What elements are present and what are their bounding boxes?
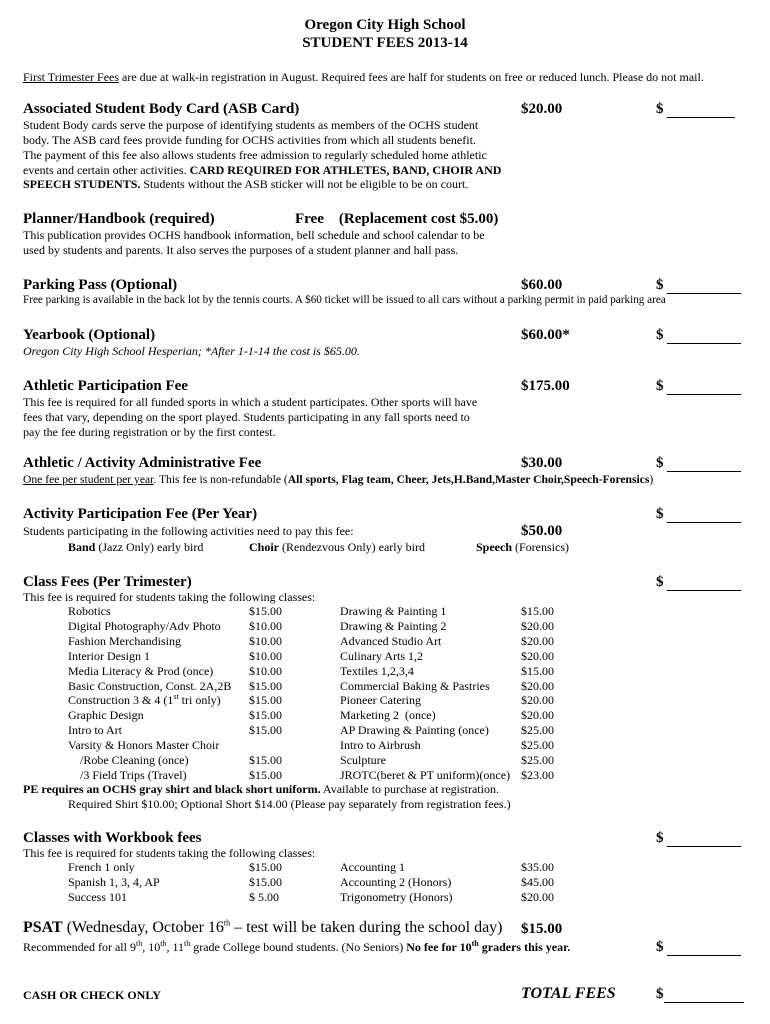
parking-amount-field[interactable] — [656, 276, 741, 294]
fee-item-name: Basic Construction, Const. 2A,2B — [68, 678, 232, 693]
asb-line-4a: events and certain other activities. — [23, 163, 190, 177]
admin-close: ) — [649, 473, 654, 486]
fee-item-price: $15.00 — [249, 860, 282, 874]
classfees-amount-field[interactable] — [656, 573, 741, 591]
dollar-sign: $ — [656, 378, 664, 394]
fee-item-price: $20.00 — [521, 708, 554, 723]
fee-item-name: Sculpture — [340, 753, 386, 767]
admin-bold: All sports, Flag team, Cheer, Jets,H.Band,Master Choir,Speech-Forensics — [287, 473, 650, 486]
yearbook-title: Yearbook (Optional) — [23, 327, 156, 343]
activity-line: Students participating in the following activities need to pay this fee: — [23, 524, 354, 538]
admin-price: $30.00 — [521, 455, 563, 471]
dollar-sign: $ — [656, 277, 664, 293]
asb-price: $20.00 — [521, 101, 563, 117]
yearbook-line: Oregon City High School Hesperian; *After 1-1-14 the cost is $65.00. — [23, 344, 360, 358]
dollar-sign: $ — [656, 327, 664, 343]
fee-item-price: $10.00 — [249, 633, 282, 648]
athletic-amount-field[interactable] — [656, 377, 741, 395]
fee-item-name: Graphic Design — [68, 708, 144, 723]
psat-line-d: grade College bound students. (No Seniors) — [190, 940, 407, 954]
pe-note — [23, 782, 499, 797]
asb-line-3: The payment of this fee also allows students free admission to regularly scheduled home athletic — [23, 148, 487, 162]
fee-item-name: AP Drawing & Painting (once) — [340, 723, 489, 738]
dollar-sign: $ — [656, 986, 664, 1002]
activity-amount-field[interactable] — [656, 505, 741, 523]
parking-blank[interactable] — [667, 279, 741, 294]
parking-line: Free parking is available in the back lot by the tennis courts. A $60 ticket will be issued to all cars without a parking permit in paid parking area — [23, 294, 666, 306]
fee-item-name: Accounting 2 (Honors) — [340, 874, 452, 889]
fee-item-price: $15.00 — [249, 767, 282, 782]
activity-item-speech-name: Speech — [476, 540, 512, 554]
classfees-blank[interactable] — [667, 576, 741, 591]
dollar-sign: $ — [656, 574, 664, 590]
fee-item-name: /3 Field Trips (Travel) — [68, 767, 187, 782]
dollar-sign: $ — [656, 830, 664, 846]
psat-sup-10: th — [160, 939, 167, 948]
fee-item-name: /Robe Cleaning (once) — [68, 753, 189, 767]
fee-item-name: Success 101 — [68, 889, 127, 904]
athletic-blank[interactable] — [667, 380, 741, 395]
fee-item-name: French 1 only — [68, 860, 135, 874]
fee-item-name: Intro to Airbrush — [340, 738, 421, 753]
fee-item-price: $20.00 — [521, 693, 554, 708]
dollar-sign: $ — [656, 455, 664, 471]
fee-item-price: $15.00 — [249, 678, 282, 693]
yearbook-amount-field[interactable] — [656, 326, 741, 344]
psat-title-label: PSAT — [23, 919, 63, 936]
dollar-sign: $ — [656, 101, 664, 117]
total-amount-field[interactable] — [656, 985, 744, 1003]
activity-blank[interactable] — [667, 508, 741, 523]
yearbook-price: $60.00* — [521, 327, 570, 343]
asb-line-4b: CARD REQUIRED FOR ATHLETES, BAND, CHOIR AND — [189, 163, 502, 177]
fee-item-price: $20.00 — [521, 633, 554, 648]
parking-title: Parking Pass (Optional) — [23, 277, 178, 293]
fee-item-name: Varsity & Honors Master Choir — [68, 738, 220, 753]
total-blank[interactable] — [664, 988, 744, 1003]
fee-item-name: Spanish 1, 3, 4, AP — [68, 874, 160, 889]
athletic-price: $175.00 — [521, 378, 570, 394]
first-trimester-fees-link: First Trimester Fees — [23, 70, 120, 84]
asb-line-5a: SPEECH STUDENTS. — [23, 177, 141, 191]
fee-item-price: $10.00 — [249, 648, 282, 663]
ordinal-sup: st — [173, 692, 179, 702]
psat-line-a: Recommended for all 9 — [23, 940, 136, 954]
psat-bold-a: No fee for 10 — [406, 940, 472, 954]
psat-sup-9: th — [135, 939, 143, 948]
fee-item-price: $15.00 — [249, 708, 282, 723]
fee-item-price: $20.00 — [521, 618, 554, 633]
fee-item-price: $15.00 — [249, 693, 282, 708]
asb-line-5b: Students without the ASB sticker will not be eligible to be on court. — [140, 177, 469, 191]
fee-item-price: $15.00 — [521, 604, 554, 618]
activity-item-band-name: Band — [68, 540, 96, 554]
fee-item-price: $10.00 — [249, 618, 282, 633]
fee-item-name: Construction 3 & 4 (1st tri only) — [68, 692, 221, 708]
activity-item-choir-detail: (Rendezvous Only) early bird — [279, 540, 425, 554]
fee-item-name: Robotics — [68, 604, 111, 618]
admin-line — [23, 472, 653, 487]
fee-item-name: Textiles 1,2,3,4 — [340, 663, 414, 678]
psat-bold-b: graders this year. — [478, 940, 571, 954]
parking-price: $60.00 — [521, 277, 563, 293]
fee-item-price: $35.00 — [521, 860, 554, 874]
planner-title: Planner/Handbook (required) — [23, 211, 215, 227]
fee-item-price: $25.00 — [521, 753, 554, 767]
asb-blank[interactable] — [667, 103, 735, 118]
activity-price: $50.00 — [521, 523, 563, 539]
planner-line-2: used by students and parents. It also serves the purposes of a student planner and hall pass. — [23, 243, 459, 257]
total-fees-label: TOTAL FEES — [521, 985, 616, 1002]
fee-item-name: Digital Photography/Adv Photo — [68, 618, 221, 633]
asb-line-5 — [23, 177, 468, 192]
fee-item-price: $25.00 — [521, 723, 554, 738]
asb-amount-field[interactable] — [656, 100, 735, 118]
fee-item-price: $25.00 — [521, 738, 554, 753]
fee-item-name: Accounting 1 — [340, 860, 405, 874]
fee-item-name: Culinary Arts 1,2 — [340, 648, 423, 663]
fee-item-price: $15.00 — [249, 874, 282, 889]
cash-or-check: CASH OR CHECK ONLY — [23, 988, 161, 1002]
fee-item-name: Drawing & Painting 1 — [340, 604, 447, 618]
admin-amount-field[interactable] — [656, 454, 741, 472]
activity-item-choir-name: Choir — [249, 540, 279, 554]
fee-item-name: Interior Design 1 — [68, 648, 150, 663]
planner-line-1: This publication provides OCHS handbook information, bell schedule and school calendar to be — [23, 228, 485, 242]
admin-title: Athletic / Activity Administrative Fee — [23, 455, 262, 471]
fee-item-name: Media Literacy & Prod (once) — [68, 663, 214, 678]
fee-item-price: $15.00 — [521, 663, 554, 678]
intro-body: are due at walk-in registration in August. Required fees are half for students on free or reduced lunch. Please do not mail. — [119, 70, 704, 84]
pe-note-bold: PE requires an OCHS gray shirt and black short uniform. — [23, 782, 321, 796]
classfees-title: Class Fees (Per Trimester) — [23, 574, 192, 590]
psat-amount-field[interactable] — [656, 938, 741, 956]
fee-item-price: $20.00 — [521, 678, 554, 693]
admin-text: . This fee is non-refundable ( — [153, 473, 288, 486]
workbook-amount-field[interactable] — [656, 829, 741, 847]
activity-item-speech — [476, 540, 569, 555]
activity-item-choir — [249, 540, 425, 555]
admin-link: One fee per student per year — [23, 473, 154, 486]
intro-text — [23, 70, 704, 85]
fee-item-price: $23.00 — [521, 767, 554, 782]
psat-sup-11: th — [184, 939, 191, 948]
fee-item-price: $15.00 — [249, 753, 282, 767]
yearbook-blank[interactable] — [667, 329, 741, 344]
activity-item-speech-detail: (Forensics) — [512, 540, 569, 554]
athletic-line-3: pay the fee during registration or by the first contest. — [23, 425, 276, 439]
fee-item-name: Advanced Studio Art — [340, 633, 442, 648]
workbook-line: This fee is required for students taking the following classes: — [23, 846, 316, 860]
psat-date-sup: th — [223, 918, 231, 928]
planner-price: Free (Replacement cost $5.00) — [295, 211, 499, 227]
workbook-blank[interactable] — [667, 832, 741, 847]
document-title: STUDENT FEES 2013-14 — [302, 35, 468, 51]
pe-note-text: Available to purchase at registration. — [320, 782, 499, 796]
pe-note-line-2: Required Shirt $10.00; Optional Short $14.00 (Please pay separately from registration fees.) — [68, 797, 511, 811]
asb-line-4 — [23, 163, 501, 178]
fee-item-price: $45.00 — [521, 874, 554, 889]
workbook-title: Classes with Workbook fees — [23, 830, 202, 846]
fee-item-name: Intro to Art — [68, 723, 122, 738]
fee-item-name: Drawing & Painting 2 — [340, 618, 447, 633]
psat-price: $15.00 — [521, 921, 563, 937]
psat-sup-bold: th — [471, 939, 479, 948]
fee-item-name: Fashion Merchandising — [68, 633, 181, 648]
psat-rest: – test will be taken during the school day) — [230, 919, 503, 936]
psat-date: (Wednesday, October 16 — [62, 919, 224, 936]
fee-item-name: Trigonometry (Honors) — [340, 889, 453, 904]
fee-item-price: $15.00 — [249, 604, 282, 618]
psat-title — [23, 918, 503, 938]
athletic-title: Athletic Participation Fee — [23, 378, 188, 394]
fee-item-name: Pioneer Catering — [340, 693, 421, 708]
dollar-sign: $ — [656, 939, 664, 955]
fee-item-name: JROTC(beret & PT uniform)(once) — [340, 767, 511, 782]
fee-item-price: $10.00 — [249, 663, 282, 678]
classfees-line: This fee is required for students taking the following classes: — [23, 590, 316, 604]
fee-item-price: $15.00 — [249, 723, 282, 738]
admin-blank[interactable] — [667, 457, 741, 472]
psat-blank[interactable] — [667, 941, 741, 956]
psat-line-b: , 10 — [142, 940, 161, 954]
fee-item-name: Commercial Baking & Pastries — [340, 678, 490, 693]
asb-line-2: body. The ASB card fees provide funding for OCHS activities from which all students benefit. — [23, 133, 476, 147]
fee-item-price: $20.00 — [521, 648, 554, 663]
activity-title: Activity Participation Fee (Per Year) — [23, 506, 258, 522]
asb-title: Associated Student Body Card (ASB Card) — [23, 101, 300, 117]
dollar-sign: $ — [656, 506, 664, 522]
activity-item-band-detail: (Jazz Only) early bird — [95, 540, 204, 554]
psat-line-c: , 11 — [166, 940, 184, 954]
fee-item-price: $20.00 — [521, 889, 554, 904]
asb-line-1: Student Body cards serve the purpose of identifying students as members of the OCHS student — [23, 118, 479, 132]
athletic-line-1: This fee is required for all funded sports in which a student participates. Other sports will have — [23, 395, 478, 409]
fee-item-name: Marketing 2 (once) — [340, 708, 436, 723]
fee-item-price: $ 5.00 — [249, 889, 279, 904]
activity-item-band — [68, 540, 203, 555]
school-name: Oregon City High School — [304, 17, 466, 33]
athletic-line-2: fees that vary, depending on the sport played. Students participating in any fall sports need to — [23, 410, 470, 424]
psat-line — [23, 940, 570, 955]
